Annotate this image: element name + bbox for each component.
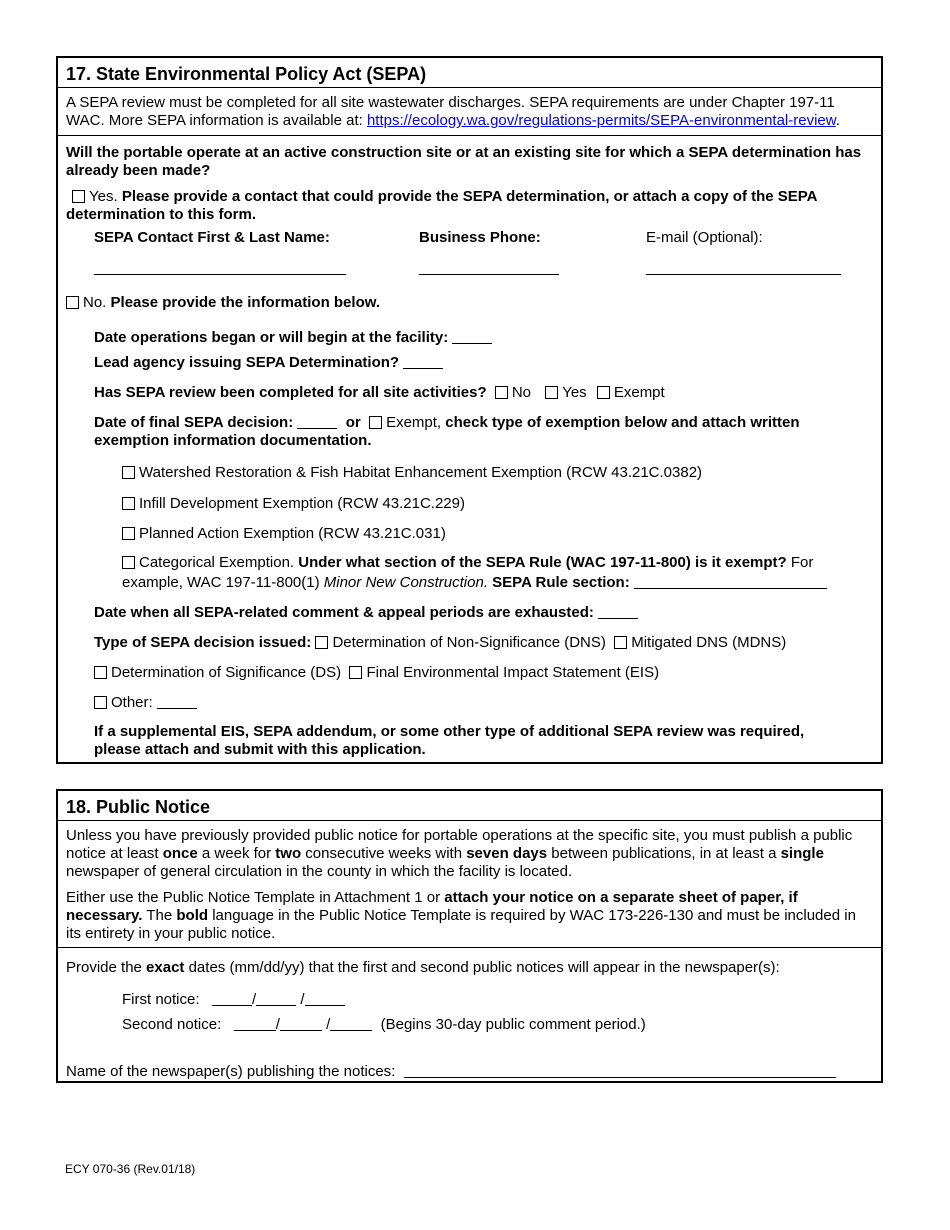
supplemental-note: If a supplemental EIS, SEPA addendum, or some other type of additional SEPA review was required, please attach and submit with this application.: [94, 723, 805, 758]
second-notice-year-field[interactable]: [330, 1016, 372, 1031]
first-notice-month-field[interactable]: [212, 991, 252, 1006]
public-notice-title: 18. Public Notice: [66, 797, 211, 817]
newspaper-row: Name of the newspaper(s) publishing the notices:: [66, 1063, 836, 1081]
other-checkbox[interactable]: [94, 696, 107, 709]
exemption-infill: Infill Development Exemption (RCW 43.21C.229): [122, 495, 465, 513]
other-row: Other:: [94, 694, 197, 712]
final-decision-date-field[interactable]: [297, 414, 337, 429]
notice-paragraph-2: Either use the Public Notice Template in Attachment 1 or attach your notice on a separate sheet of paper, if necessary. The bold language in the Public Notice Template is required by WAC 173-226-130 and must be included in its entirety in your public notice.: [66, 889, 856, 942]
categorical-example-row: example, WAC 197-11-800(1) Minor New Construction. SEPA Rule section:: [122, 574, 827, 592]
exemption-planned-action-checkbox[interactable]: [122, 527, 135, 540]
exemption-categorical: Categorical Exemption. Under what section of the SEPA Rule (WAC 197-11-800) is it exempt? For: [122, 554, 813, 572]
newspaper-name-field[interactable]: [404, 1063, 836, 1078]
exempt-checkbox[interactable]: [369, 416, 382, 429]
sepa-section: [56, 56, 883, 764]
email-label: E-mail (Optional):: [646, 229, 763, 246]
exemption-categorical-checkbox[interactable]: [122, 556, 135, 569]
comment-periods-row: Date when all SEPA-related comment & appeal periods are exhausted:: [94, 604, 638, 622]
review-yes-checkbox[interactable]: [545, 386, 558, 399]
dns-checkbox[interactable]: [315, 636, 328, 649]
other-field[interactable]: [157, 694, 197, 709]
eis-checkbox[interactable]: [349, 666, 362, 679]
notice-dates-instruction: Provide the exact dates (mm/dd/yy) that the first and second public notices will appear in the newspaper(s):: [66, 959, 780, 976]
comment-periods-field[interactable]: [598, 604, 638, 619]
decision-type-row-2: Determination of Significance (DS) Final Environmental Impact Statement (EIS): [94, 664, 659, 682]
sepa-yes-option: Yes. Please provide a contact that could provide the SEPA determination, or attach a copy of the SEPA determination to this form.: [66, 188, 817, 223]
exemption-watershed-checkbox[interactable]: [122, 466, 135, 479]
first-notice-row: First notice: / /: [122, 991, 345, 1009]
rule-section-field[interactable]: [634, 574, 827, 589]
yes-checkbox[interactable]: [72, 190, 85, 203]
email-field[interactable]: [646, 274, 841, 275]
sepa-info-link[interactable]: https://ecology.wa.gov/regulations-permits/SEPA-environmental-review: [366, 112, 836, 129]
divider: [58, 87, 881, 88]
ds-checkbox[interactable]: [94, 666, 107, 679]
divider: [58, 947, 881, 948]
date-operations-row: Date operations began or will begin at the facility:: [94, 329, 492, 347]
lead-agency-field[interactable]: [403, 354, 443, 369]
divider: [58, 820, 881, 821]
exemption-infill-checkbox[interactable]: [122, 497, 135, 510]
review-completed-row: Has SEPA review been completed for all site activities? No Yes Exempt: [94, 384, 665, 401]
no-checkbox[interactable]: [66, 296, 79, 309]
business-phone-label: Business Phone:: [419, 229, 541, 246]
mdns-checkbox[interactable]: [614, 636, 627, 649]
second-notice-day-field[interactable]: [280, 1016, 322, 1031]
decision-type-row: Type of SEPA decision issued: Determination of Non-Significance (DNS) Mitigated DNS (MDNS): [94, 634, 787, 651]
review-exempt-checkbox[interactable]: [597, 386, 610, 399]
exemption-planned-action: Planned Action Exemption (RCW 43.21C.031): [122, 525, 446, 543]
form-id: ECY 070-36 (Rev.01/18): [65, 1162, 196, 1176]
sepa-no-option: No. Please provide the information below.: [66, 294, 380, 312]
sepa-section-title: 17. State Environmental Policy Act (SEPA): [66, 64, 427, 84]
first-notice-year-field[interactable]: [305, 991, 345, 1006]
public-notice-section: [56, 789, 883, 1083]
second-notice-row: Second notice: / / (Begins 30-day public comment period.): [122, 1016, 646, 1033]
contact-name-label: SEPA Contact First & Last Name:: [94, 229, 330, 246]
divider: [58, 135, 881, 136]
contact-name-field[interactable]: [94, 274, 346, 275]
business-phone-field[interactable]: [419, 274, 559, 275]
final-decision-row: Date of final SEPA decision: or Exempt, check type of exemption below and attach written exemption information documentation.: [94, 414, 800, 449]
notice-paragraph-1: Unless you have previously provided public notice for portable operations at the specific site, you must publish a public notice at least once a week for two consecutive weeks with seven days between publications, in at least a single newspaper of general circulation in the county in which the facility is located.: [66, 827, 853, 880]
date-operations-field[interactable]: [452, 329, 492, 344]
second-notice-month-field[interactable]: [234, 1016, 276, 1031]
sepa-intro: A SEPA review must be completed for all site wastewater discharges. SEPA requirements are under Chapter 197-11 WAC. More SEPA information is available at: https://ecology.wa.gov/regulations-permits/SEPA-environmental-review.: [66, 94, 840, 129]
lead-agency-row: Lead agency issuing SEPA Determination?: [94, 354, 443, 372]
sepa-question: Will the portable operate at an active construction site or at an existing site for which a SEPA determination has already been made?: [66, 144, 862, 179]
exemption-watershed: Watershed Restoration & Fish Habitat Enhancement Exemption (RCW 43.21C.0382): [122, 464, 702, 482]
first-notice-day-field[interactable]: [256, 991, 296, 1006]
review-no-checkbox[interactable]: [495, 386, 508, 399]
